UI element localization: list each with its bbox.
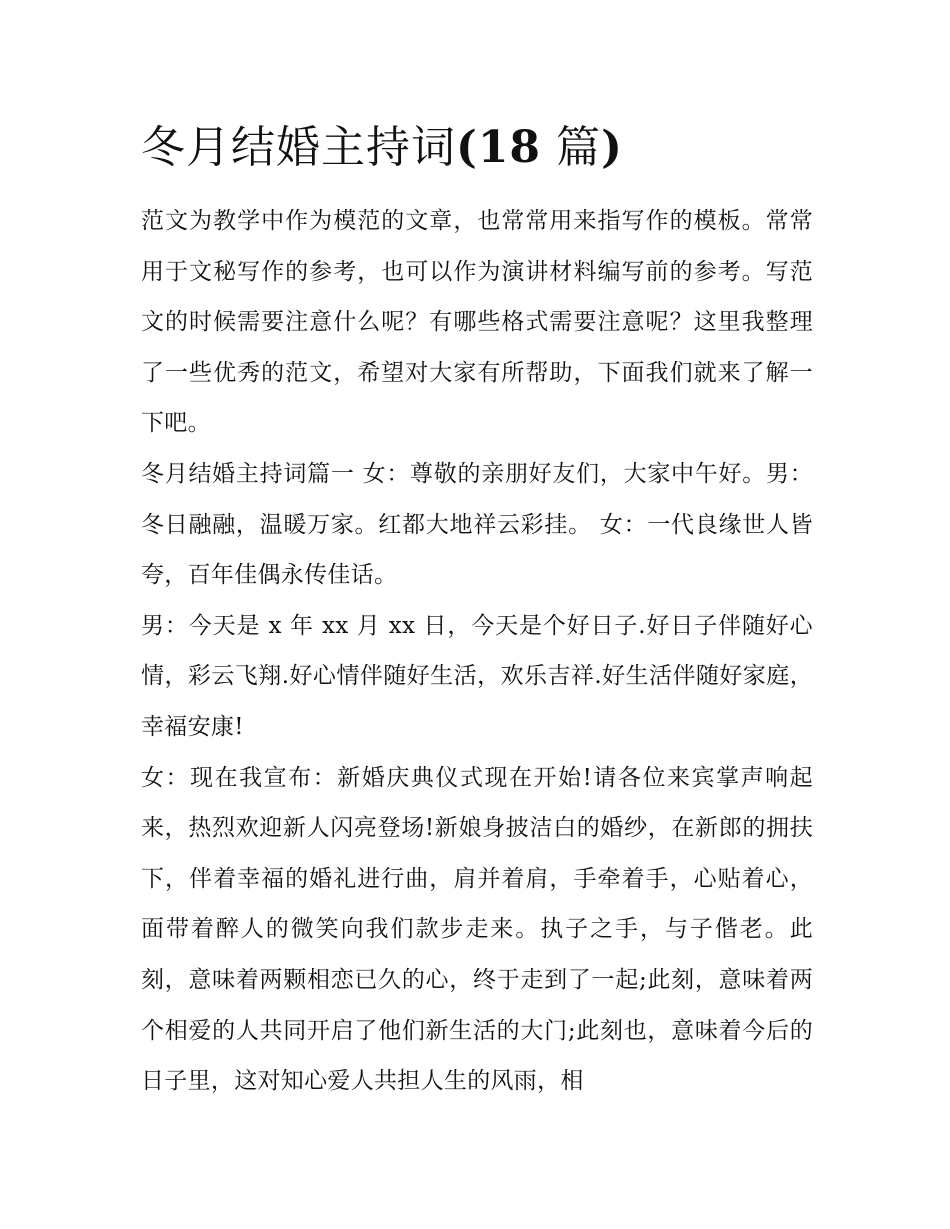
- title-close: ): [601, 122, 623, 173]
- intro-paragraph: 范文为教学中作为模范的文章，也常常用来指写作的模板。常常用于文秘写作的参考，也可以作为演讲材料编写前的参考。写范文的时候需要注意什么呢？有哪些格式需要注意呢？这里我整理了一些优秀的范文，希望对大家有所帮助，下面我们就来了解一下吧。: [141, 208, 813, 437]
- document-body: [141, 118, 813, 1107]
- document-title: [141, 118, 813, 178]
- ceremony-paragraph: 女：现在我宣布：新婚庆典仪式现在开始!请各位来宾掌声响起来，热烈欢迎新人闪亮登场!新娘身披洁白的婚纱，在新郎的拥扶下，伴着幸福的婚礼进行曲，肩并着肩，手牵着手，心贴着心，面带着醉人的微笑向我们款步走来。执子之手，与子偕老。此刻，意味着两颗相恋已久的心，终于走到了一起;此刻，意味着两个相爱的人共同开启了他们新生活的大门;此刻也，意味着今后的日子里，这对知心爱人共担人生的风雨，相: [141, 764, 813, 1095]
- title-number: (18: [456, 122, 542, 173]
- opening-paragraph: 冬月结婚主持词篇一 女：尊敬的亲朋好友们，大家中午好。男：冬日融融，温暖万家。红都大地祥云彩挂。 女：一代良缘世人皆夸，百年佳偶永传佳话。: [141, 460, 813, 589]
- title-suffix: 篇: [556, 122, 602, 173]
- date-paragraph: 男：今天是 x 年 xx 月 xx 日，今天是个好日子.好日子伴随好心情，彩云飞翔.好心情伴随好生活，欢乐吉祥.好生活伴随好家庭，幸福安康!: [141, 612, 813, 740]
- title-prefix: 冬月结婚主持词: [141, 122, 456, 173]
